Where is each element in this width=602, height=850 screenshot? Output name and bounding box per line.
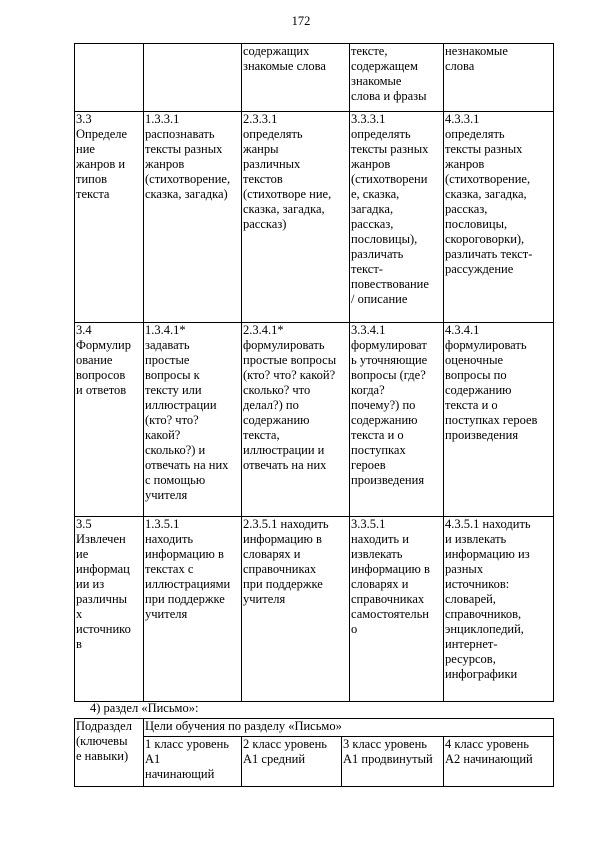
grade-3-level-header: 3 класс уровень А1 продвинутый: [342, 737, 444, 787]
grade-4-goal-cell: 4.3.3.1 определять тексты разных жанров (стихотворение, сказка, загадка, рассказ, пословицы, скороговорки), различать текст- рассуждение: [444, 112, 554, 323]
writing-section-heading: 4) раздел «Письмо»:: [90, 701, 199, 715]
grade-1-goal-cell: 1.3.4.1* задавать простые вопросы к тексту или иллюстрации (кто? что? какой? сколько?) и отвечать на них с помощью учителя: [144, 323, 242, 517]
table-row: [75, 517, 554, 702]
grade-4-goal-cell: незнакомые слова: [444, 44, 554, 112]
grade-1-goal-cell: 1.3.3.1 распознавать тексты разных жанров (стихотворение, сказка, загадка): [144, 112, 242, 323]
grade-2-goal-cell: 2.3.5.1 находить информацию в словарях и справочниках при поддержке учителя: [242, 517, 350, 702]
table-row: [75, 737, 554, 787]
grade-4-goal-cell: 4.3.5.1 находить и извлекать информацию из разных источников: словарей, справочников, энциклопедий, интернет- ресурсов, инфографики: [444, 517, 554, 702]
section-cell: 3.4 Формулир ование вопросов и ответов: [75, 323, 144, 517]
writing-goals-table: [74, 718, 554, 787]
grade-2-goal-cell: содержащих знакомые слова: [242, 44, 350, 112]
subsection-header-cell: Подраздел (ключевы е навыки): [75, 719, 144, 787]
grade-2-goal-cell: 2.3.3.1 определять жанры различных текстов (стихотворе ние, сказка, загадка, рассказ): [242, 112, 350, 323]
table-row: [75, 323, 554, 517]
grade-1-goal-cell: 1.3.5.1 находить информацию в текстах с иллюстрациями при поддержке учителя: [144, 517, 242, 702]
goals-header-cell: Цели обучения по разделу «Письмо»: [144, 719, 554, 737]
grade-1-level-header: 1 класс уровень А1 начинающий: [144, 737, 242, 787]
section-cell: 3.5 Извлечен ие информац ии из различны х источнико в: [75, 517, 144, 702]
section-cell: [75, 44, 144, 112]
section-cell: 3.3 Определе ние жанров и типов текста: [75, 112, 144, 323]
table-row: [75, 719, 554, 737]
grade-3-goal-cell: тексте, содержащем знакомые слова и фразы: [350, 44, 444, 112]
page-number: 172: [291, 14, 311, 28]
grade-3-goal-cell: 3.3.4.1 формулироват ь уточняющие вопросы (где? когда? почему?) по содержанию текста и о поступках героев произведения: [350, 323, 444, 517]
grade-1-goal-cell: [144, 44, 242, 112]
table-row: [75, 44, 554, 112]
reading-goals-table: [74, 43, 554, 702]
grade-4-level-header: 4 класс уровень А2 начинающий: [444, 737, 554, 787]
table-row: [75, 112, 554, 323]
grade-4-goal-cell: 4.3.4.1 формулировать оценочные вопросы по содержанию текста и о поступках героев произведения: [444, 323, 554, 517]
grade-2-goal-cell: 2.3.4.1* формулировать простые вопросы (кто? что? какой? сколько? что делал?) по содержанию текста, иллюстрации и отвечать на них: [242, 323, 350, 517]
grade-2-level-header: 2 класс уровень А1 средний: [242, 737, 342, 787]
grade-3-goal-cell: 3.3.3.1 определять тексты разных жанров (стихотворени е, сказка, загадка, рассказ, пословицы), различать текст- повествование / описание: [350, 112, 444, 323]
grade-3-goal-cell: 3.3.5.1 находить и извлекать информацию в словарях и справочниках самостоятельн о: [350, 517, 444, 702]
